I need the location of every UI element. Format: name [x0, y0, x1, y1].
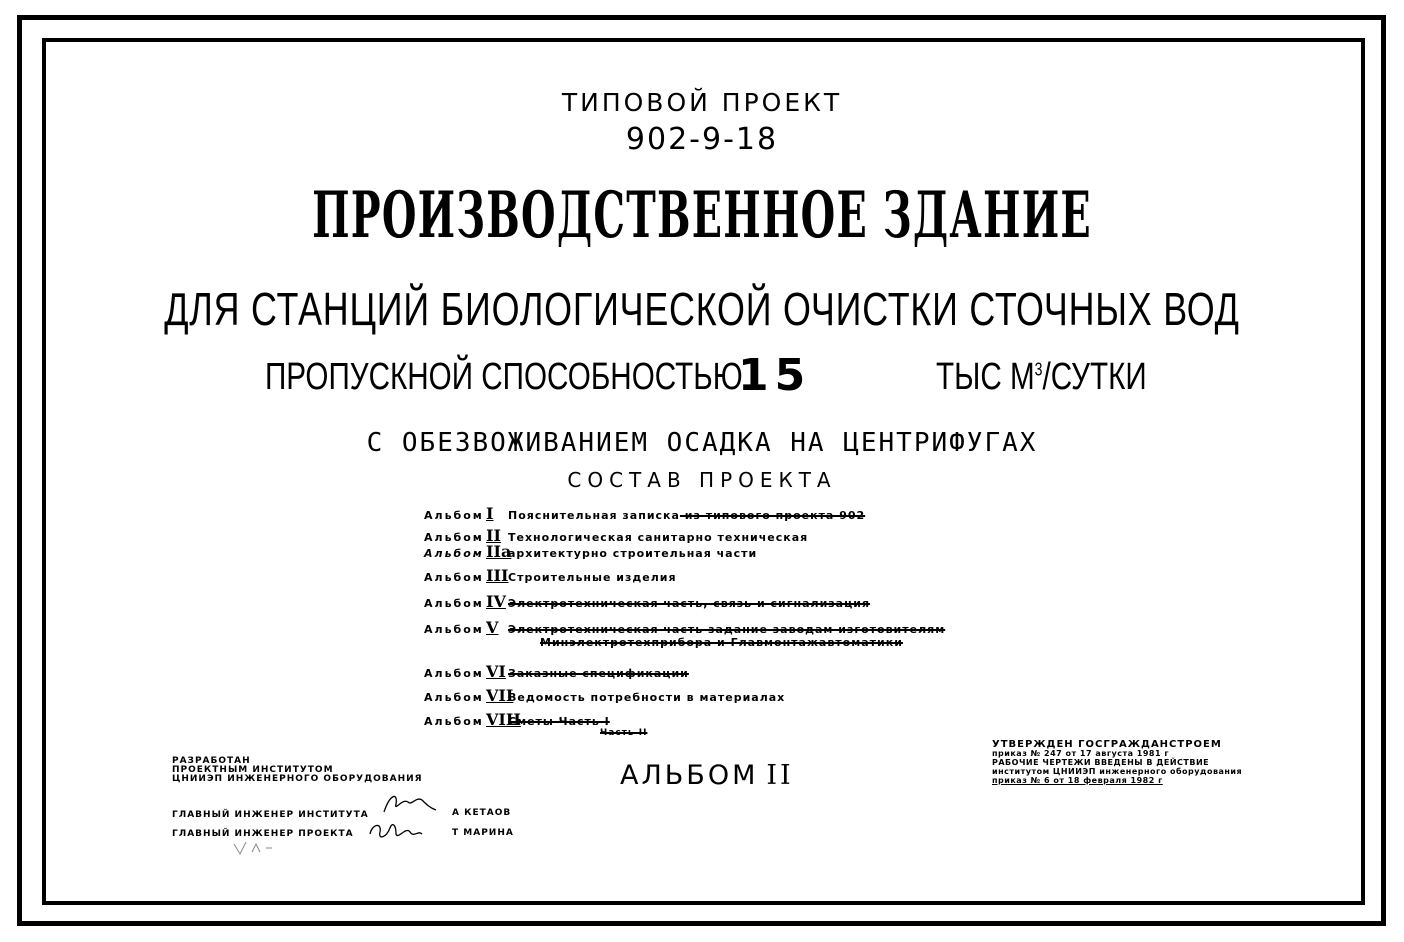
capacity-row	[0, 350, 1404, 404]
album-prefix: Альбом	[424, 691, 484, 704]
album-viii-continuation: Часть II	[600, 728, 648, 738]
album-description: Ведомость потребности в материалах	[508, 691, 786, 704]
handwritten-mark	[230, 838, 286, 858]
album-label-roman: II	[766, 760, 794, 791]
album-item-1	[424, 504, 865, 523]
album-description: Строительные изделия	[508, 571, 677, 584]
album-prefix: Альбом	[424, 597, 484, 610]
album-item-3	[424, 566, 677, 585]
album-label-word: АЛЬБОМ	[620, 760, 759, 791]
developer-line-1: РАЗРАБОТАН	[172, 756, 251, 766]
developer-line-3: ЦНИИЭП ИНЖЕНЕРНОГО ОБОРУДОВАНИЯ	[172, 774, 423, 784]
capacity-unit	[936, 356, 1147, 399]
album-number: VI	[486, 662, 506, 681]
capacity-label: ПРОПУСКНОЙ СПОСОБНОСТЬЮ	[265, 356, 743, 398]
signatory-role-2: ГЛАВНЫЙ ИНЖЕНЕР ПРОЕКТА	[172, 829, 354, 839]
album-item-2a	[424, 542, 757, 561]
composition-heading: СОСТАВ ПРОЕКТА	[567, 468, 837, 492]
album-number: IIа	[486, 542, 512, 561]
document-subtitle: ДЛЯ СТАНЦИЙ БИОЛОГИЧЕСКОЙ ОЧИСТКИ СТОЧНЫХ ВОД	[164, 283, 1240, 335]
album-prefix: Альбом	[424, 715, 484, 728]
developer-block	[172, 757, 423, 784]
album-prefix: Альбом	[424, 623, 484, 636]
album-item-7	[424, 686, 785, 705]
album-description: Электротехническая часть задание заводам изготовителям	[508, 623, 946, 636]
album-item-6	[424, 662, 689, 681]
approval-line-4: институтом ЦНИИЭП инженерного оборудования	[992, 767, 1243, 776]
album-v-continuation: Минэлектротехприбора и Главмонтажавтоматики	[540, 636, 903, 649]
album-number: III	[486, 566, 509, 585]
album-number: II	[486, 526, 501, 545]
signature-chief-engineer-institute	[380, 790, 440, 820]
approval-line-1: УТВЕРЖДЕН ГОСГРАЖДАНСТРОЕМ	[992, 739, 1222, 750]
album-prefix: Альбом	[424, 667, 484, 680]
album-prefix: Альбом	[424, 547, 484, 560]
album-number: VIII	[486, 710, 521, 729]
album-item-5	[424, 618, 945, 637]
approval-line-3: РАБОЧИЕ ЧЕРТЕЖИ ВВЕДЕНЫ В ДЕЙСТВИЕ	[992, 758, 1210, 767]
album-description: Технологическая санитарно техническая	[508, 531, 809, 544]
album-item-4	[424, 592, 870, 611]
signatory-name-2: Т МАРИНА	[452, 828, 514, 838]
project-code: 902-9-18	[625, 122, 779, 157]
album-struck-description: из типового проекта 902	[679, 509, 866, 522]
album-description: Сметы Часть I	[508, 715, 610, 728]
album-item-8	[424, 710, 610, 729]
approval-line-2: приказ № 247 от 17 августа 1981 г	[992, 749, 1169, 758]
capacity-value: 15	[738, 350, 812, 401]
album-prefix: Альбом	[424, 509, 484, 522]
capacity-unit-suffix: /СУТКИ	[1042, 356, 1147, 398]
project-series: ТИПОВОЙ ПРОЕКТ	[561, 88, 843, 117]
album-number: IV	[486, 592, 506, 611]
capacity-unit-superscript: 3	[1034, 359, 1043, 380]
dewatering-note: С ОБЕЗВОЖИВАНИЕМ ОСАДКА НА ЦЕНТРИФУГАХ	[366, 428, 1038, 458]
album-description: архитектурно строительная части	[508, 547, 758, 560]
album-number: VII	[486, 686, 514, 705]
album-number: I	[486, 504, 494, 523]
album-number: V	[486, 618, 499, 637]
approval-block	[992, 740, 1242, 785]
document-title: ПРОИЗВОДСТВЕННОЕ ЗДАНИЕ	[312, 178, 1092, 253]
album-prefix: Альбом	[424, 571, 484, 584]
album-label	[620, 760, 794, 791]
signatory-role-1: ГЛАВНЫЙ ИНЖЕНЕР ИНСТИТУТА	[172, 810, 369, 820]
album-description: Пояснительная записка	[508, 509, 680, 522]
capacity-unit-prefix: ТЫС М	[936, 356, 1035, 398]
album-description: Заказные спецификации	[508, 667, 689, 680]
album-description: Электротехническая часть, связь и сигнализация	[508, 597, 871, 610]
signature-chief-engineer-project	[366, 818, 426, 846]
album-prefix: Альбом	[424, 531, 484, 544]
developer-line-2: ПРОЕКТНЫМ ИНСТИТУТОМ	[172, 765, 334, 775]
approval-line-5: приказ № 6 от 18 февраля 1982 г	[992, 776, 1163, 785]
signatory-name-1: А КЕТАОВ	[452, 808, 512, 818]
